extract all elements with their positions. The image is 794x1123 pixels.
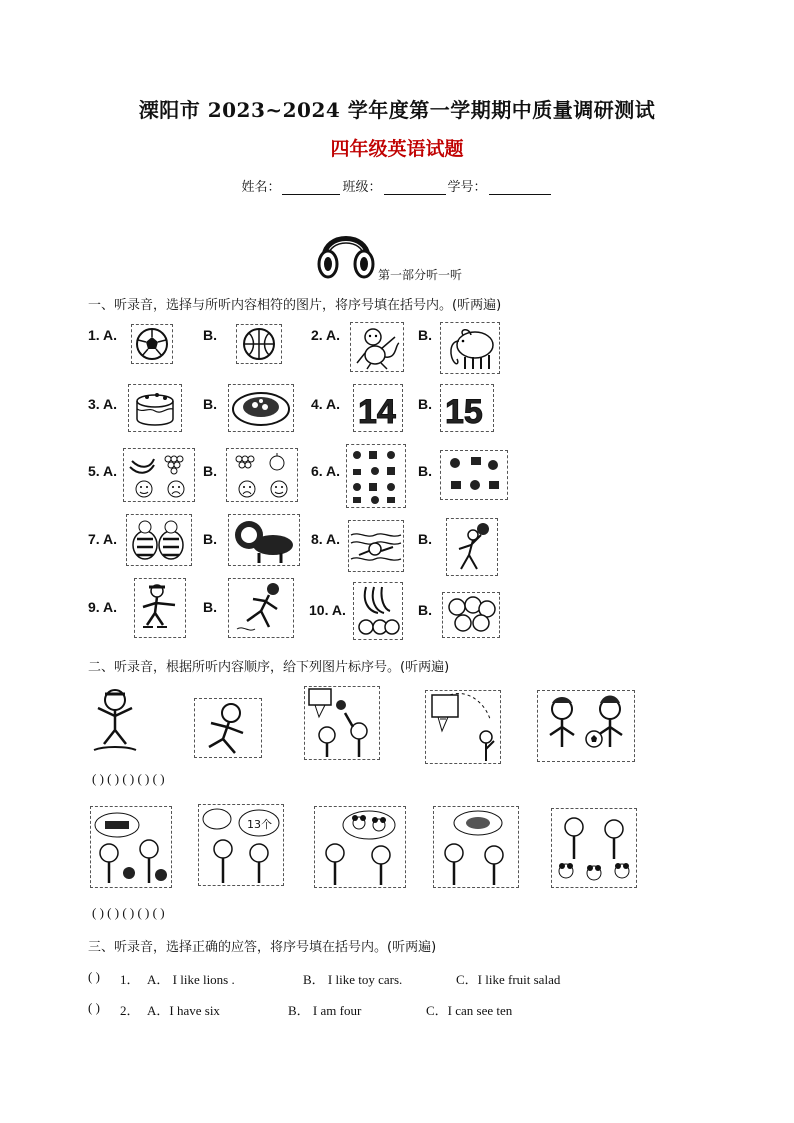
q3-1-number: 1．	[120, 972, 140, 987]
name-label: 姓名：	[241, 180, 281, 195]
running-boy-picture[interactable]	[194, 698, 262, 758]
basketball-player-picture[interactable]	[446, 518, 498, 576]
many-toys-picture[interactable]	[346, 444, 406, 508]
student-info-line	[0, 176, 794, 195]
q9-label: 9. A.	[88, 599, 118, 615]
monkey-picture[interactable]	[350, 322, 404, 372]
name-blank[interactable]	[282, 194, 340, 195]
q3-label: 3. A.	[88, 396, 118, 412]
q2-option-b: B.	[418, 327, 432, 343]
q3-2-number: 2．	[120, 1003, 140, 1018]
boy-girl-football-picture[interactable]	[537, 690, 635, 762]
q3-2-option-a[interactable]: A．I have six	[147, 1003, 220, 1018]
cake-picture[interactable]	[128, 384, 182, 432]
running-picture[interactable]	[228, 578, 294, 638]
q7-label: 7. A.	[88, 531, 118, 547]
q5-label: 5. A.	[88, 463, 118, 479]
q5-option-b: B.	[203, 463, 217, 479]
q3-2-option-b[interactable]: B． I am four	[288, 1003, 362, 1018]
grapes-apple-picture[interactable]	[226, 448, 298, 502]
lion-picture[interactable]	[228, 514, 300, 566]
bananas-grapes-picture[interactable]	[123, 448, 195, 502]
basketball-hoop-picture[interactable]	[425, 690, 501, 764]
section-2-row-2-answer-brackets[interactable]: ( ) ( ) ( ) ( ) ( )	[92, 905, 165, 920]
basketball-shooting-picture[interactable]	[304, 686, 380, 760]
panda-thought-picture[interactable]	[314, 806, 406, 888]
q3-1-answer-bracket[interactable]: ( )	[88, 969, 100, 984]
bananas-oranges-picture[interactable]	[353, 582, 403, 640]
q6-option-b: B.	[418, 463, 432, 479]
q4-option-b: B.	[418, 396, 432, 412]
section-1-instruction: 一、听录音，选择与所听内容相符的图片，将序号填在括号内。(听两遍)	[88, 298, 502, 313]
toy-car-kids-picture[interactable]	[90, 806, 172, 888]
jumping-boy-picture[interactable]	[90, 686, 140, 756]
few-toys-picture[interactable]	[440, 450, 508, 500]
q3-1-option-c[interactable]: C．I like fruit salad	[456, 972, 561, 987]
number-14-picture[interactable]	[353, 384, 403, 432]
section-2-row-1-answer-brackets[interactable]: ( ) ( ) ( ) ( ) ( )	[92, 771, 165, 786]
q3-2-answer-bracket[interactable]: ( )	[88, 1000, 100, 1015]
q7-option-b: B.	[203, 531, 217, 547]
pandas-kids-picture[interactable]	[551, 808, 637, 888]
q2-label: 2. A.	[311, 327, 341, 343]
q3-1-option-b[interactable]: B． I like toy cars.	[303, 972, 403, 987]
svg-text:14: 14	[358, 393, 396, 431]
number-15-picture[interactable]	[440, 384, 494, 432]
number-blank[interactable]	[489, 194, 551, 195]
exam-subtitle: 四年级英语试题	[330, 138, 464, 160]
skating-picture[interactable]	[134, 578, 186, 638]
q3-2-option-c[interactable]: C．I can see ten	[426, 1003, 513, 1018]
q10-label: 10. A.	[309, 602, 346, 618]
tigers-picture[interactable]	[126, 514, 192, 566]
tiger-thought-picture[interactable]	[433, 806, 519, 888]
exam-title: 溧阳市 2023~2024 学年度第一学期期中质量调研测试	[138, 98, 656, 122]
q3-option-b: B.	[203, 396, 217, 412]
q8-option-b: B.	[418, 531, 432, 547]
number-label: 学号：	[447, 180, 487, 195]
q1-label: 1. A.	[88, 327, 118, 343]
section-3-instruction: 三、听录音，选择正确的应答，将序号填在括号内。(听两遍)	[88, 940, 437, 955]
q10-option-b: B.	[418, 602, 432, 618]
q6-label: 6. A.	[311, 463, 341, 479]
headphones-icon	[316, 222, 376, 280]
basketball-picture[interactable]	[236, 324, 282, 364]
counting-13-picture[interactable]	[198, 804, 284, 886]
q3-1-option-a[interactable]: A． I like lions .	[147, 972, 235, 987]
pie-picture[interactable]	[228, 384, 294, 432]
part-one-label: 第一部分听一听	[378, 268, 463, 282]
bubble-13-text: 13个	[247, 818, 272, 831]
football-picture[interactable]	[131, 324, 173, 364]
class-blank[interactable]	[384, 194, 446, 195]
elephant-picture[interactable]	[440, 322, 500, 374]
oranges-picture[interactable]	[442, 592, 500, 638]
q8-label: 8. A.	[311, 531, 341, 547]
q9-option-b: B.	[203, 599, 217, 615]
class-label: 班级：	[342, 180, 382, 195]
q4-label: 4. A.	[311, 396, 341, 412]
section-2-instruction: 二、听录音，根据所听内容顺序，给下列图片标序号。(听两遍)	[88, 660, 450, 675]
q1-option-b: B.	[203, 327, 217, 343]
swimming-picture[interactable]	[348, 520, 404, 572]
svg-text:15: 15	[445, 393, 483, 431]
